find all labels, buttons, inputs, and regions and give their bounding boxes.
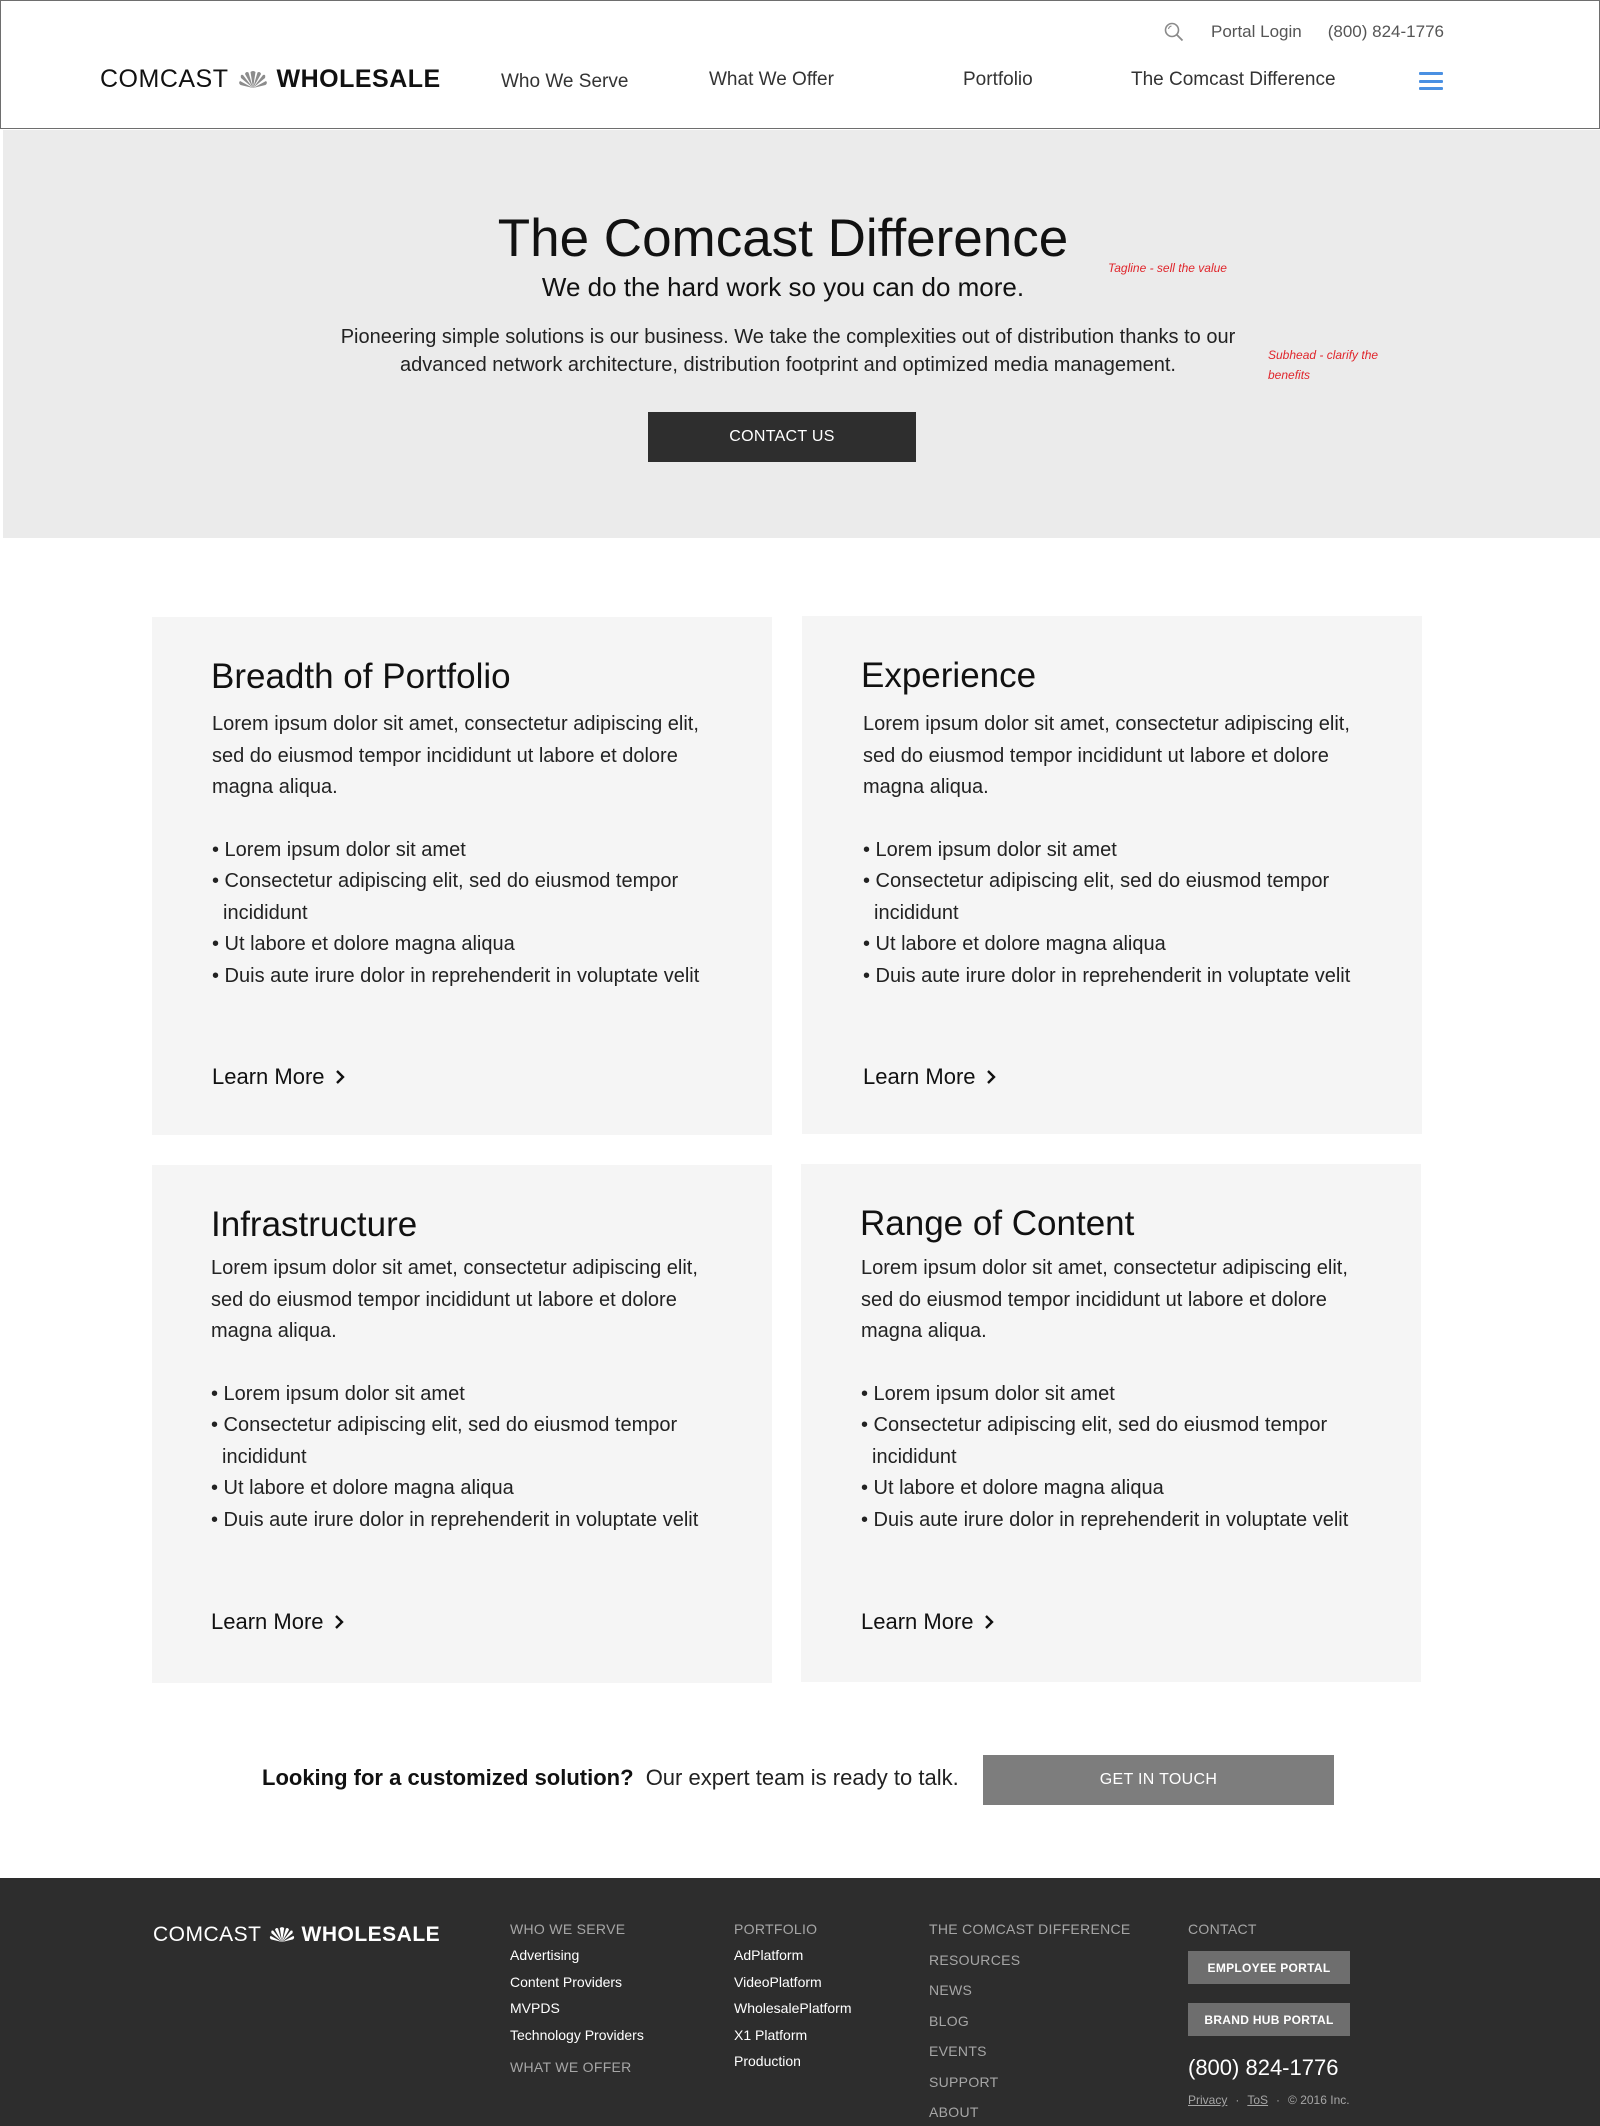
learn-more-label: Learn More	[212, 1064, 325, 1089]
footer-phone[interactable]: (800) 824-1776	[1188, 2055, 1339, 2080]
card-title: Experience	[861, 656, 1037, 695]
card-paragraph: Lorem ipsum dolor sit amet, consectetur adipiscing elit, sed do eiusmod tempor incididunt ut labore et dolore magna aliqua.	[863, 713, 1350, 798]
chevron-right-icon	[984, 1614, 995, 1630]
hero-section	[3, 130, 1600, 538]
list-item: • Lorem ipsum dolor sit amet	[211, 1382, 465, 1405]
footer-link-comcast-difference[interactable]: THE COMCAST DIFFERENCE	[929, 1921, 1131, 1937]
annotation-subhead	[1268, 345, 1378, 385]
footer-link-mvpds[interactable]: MVPDS	[510, 2000, 560, 2016]
portal-login-link[interactable]: Portal Login	[1211, 22, 1302, 41]
learn-more-label: Learn More	[211, 1609, 324, 1634]
site-footer	[0, 1878, 1600, 2126]
list-item: • Consectetur adipiscing elit, sed do eiusmod tempor incididunt	[863, 870, 1330, 924]
footer-link-resources[interactable]: RESOURCES	[929, 1951, 1021, 1968]
footer-heading-contact[interactable]: CONTACT	[1188, 1921, 1257, 1937]
footer-link-production[interactable]: Production	[734, 2053, 801, 2069]
learn-more-link[interactable]	[212, 1064, 346, 1090]
footer-logo-text-wholesale: WHOLESALE	[301, 1923, 441, 1946]
footer-heading-who-we-serve[interactable]: WHO WE SERVE	[510, 1921, 626, 1937]
learn-more-link[interactable]	[863, 1064, 997, 1090]
card-bullet-list	[212, 835, 722, 993]
footer-link-wholesaleplatform[interactable]: WholesalePlatform	[734, 2000, 852, 2016]
footer-link-content-providers[interactable]: Content Providers	[510, 1973, 623, 1990]
list-item: • Lorem ipsum dolor sit amet	[212, 838, 466, 861]
annotation-tagline: Tagline - sell the value	[1108, 261, 1227, 275]
list-item: • Duis aute irure dolor in reprehenderit in voluptate velit	[212, 964, 700, 987]
list-item: • Duis aute irure dolor in reprehenderit in voluptate velit	[863, 964, 1351, 987]
card-bullet-list	[863, 835, 1373, 993]
cta-message	[262, 1765, 959, 1791]
hamburger-icon[interactable]	[1419, 72, 1443, 90]
list-item: • Lorem ipsum dolor sit amet	[861, 1382, 1115, 1405]
chevron-right-icon	[335, 1069, 346, 1085]
card-bullet-list	[861, 1379, 1371, 1537]
footer-link-videoplatform[interactable]: VideoPlatform	[734, 1973, 822, 1990]
list-item: • Ut labore et dolore magna aliqua	[212, 933, 515, 955]
legal-separator: ·	[1276, 2093, 1281, 2107]
cta-text: Our expert team is ready to talk.	[645, 1765, 959, 1790]
list-item: • Consectetur adipiscing elit, sed do eiusmod tempor incididunt	[212, 870, 679, 924]
list-item: • Ut labore et dolore magna aliqua	[211, 1477, 514, 1499]
footer-link-adplatform[interactable]: AdPlatform	[734, 1947, 804, 1963]
nav-item-comcast-difference[interactable]: The Comcast Difference	[1131, 69, 1336, 90]
brand-hub-portal-button[interactable]: BRAND HUB PORTAL	[1188, 2003, 1350, 2036]
chevron-right-icon	[334, 1614, 345, 1630]
footer-col-difference	[929, 1921, 1131, 2126]
footer-logo[interactable]	[153, 1923, 440, 1947]
nav-item-portfolio[interactable]: Portfolio	[963, 69, 1033, 90]
card-title: Range of Content	[860, 1204, 1135, 1243]
logo-text-comcast: COMCAST	[100, 65, 229, 93]
learn-more-label: Learn More	[861, 1609, 974, 1634]
footer-link-blog[interactable]: BLOG	[929, 2012, 970, 2029]
list-item: • Lorem ipsum dolor sit amet	[863, 838, 1117, 861]
page-title: The Comcast Difference	[497, 209, 1069, 268]
contact-us-button[interactable]: CONTACT US	[648, 412, 916, 462]
list-item: • Ut labore et dolore magna aliqua	[863, 933, 1166, 955]
utility-bar	[1163, 21, 1444, 43]
annotation-subhead-line-1: Subhead - clarify the	[1268, 348, 1379, 362]
tos-link[interactable]: ToS	[1247, 2093, 1269, 2107]
logo-text-wholesale: WHOLESALE	[276, 65, 441, 93]
cta-lead: Looking for a customized solution?	[262, 1765, 634, 1790]
list-item: • Consectetur adipiscing elit, sed do eiusmod tempor incididunt	[211, 1414, 678, 1468]
card-body	[211, 1253, 721, 1536]
copyright-text: © 2016 Inc.	[1288, 2093, 1350, 2107]
card-paragraph: Lorem ipsum dolor sit amet, consectetur adipiscing elit, sed do eiusmod tempor incididunt ut labore et dolore magna aliqua.	[861, 1257, 1348, 1342]
footer-col-contact	[1188, 1921, 1350, 2107]
footer-link-advertising[interactable]: Advertising	[510, 1947, 580, 1963]
card-body	[212, 709, 722, 992]
nav-item-who-we-serve[interactable]: Who We Serve	[501, 71, 629, 92]
card-title: Infrastructure	[211, 1205, 418, 1244]
nav-item-what-we-offer[interactable]: What We Offer	[709, 69, 834, 90]
footer-col-who-we-serve	[510, 1921, 644, 2085]
learn-more-label: Learn More	[863, 1064, 976, 1089]
list-item: • Duis aute irure dolor in reprehenderit in voluptate velit	[861, 1508, 1349, 1531]
footer-link-support[interactable]: SUPPORT	[929, 2073, 999, 2090]
site-logo[interactable]	[100, 65, 441, 94]
card-range-of-content	[801, 1164, 1421, 1682]
card-body	[863, 709, 1373, 992]
learn-more-link[interactable]	[861, 1609, 995, 1635]
footer-link-about[interactable]: ABOUT	[929, 2104, 979, 2120]
footer-col-portfolio	[734, 1921, 852, 2080]
list-item: • Duis aute irure dolor in reprehenderit in voluptate velit	[211, 1508, 699, 1531]
card-breadth-of-portfolio	[152, 617, 772, 1135]
footer-heading-what-we-offer[interactable]: WHAT WE OFFER	[510, 2059, 632, 2075]
header-phone[interactable]: (800) 824-1776	[1327, 22, 1444, 41]
legal-separator: ·	[1235, 2093, 1240, 2107]
site-header	[0, 0, 1600, 129]
footer-link-technology-providers[interactable]: Technology Providers	[510, 2026, 644, 2043]
footer-link-news[interactable]: NEWS	[929, 1982, 973, 1998]
footer-link-x1-platform[interactable]: X1 Platform	[734, 2026, 808, 2043]
card-bullet-list	[211, 1379, 721, 1537]
peacock-icon	[237, 71, 269, 89]
chevron-right-icon	[986, 1069, 997, 1085]
card-infrastructure	[152, 1165, 772, 1683]
get-in-touch-button[interactable]: GET IN TOUCH	[983, 1755, 1334, 1805]
card-body	[861, 1253, 1371, 1536]
hero-description: Pioneering simple solutions is our business. We take the complexities out of distribution thanks to our advanced network architecture, distribution footprint and optimized media management.	[340, 326, 1236, 376]
footer-link-events[interactable]: EVENTS	[929, 2043, 987, 2059]
footer-logo-text-comcast: COMCAST	[153, 1923, 262, 1946]
card-experience	[802, 616, 1422, 1134]
footer-heading-portfolio[interactable]: PORTFOLIO	[734, 1921, 818, 1937]
list-item: • Ut labore et dolore magna aliqua	[861, 1477, 1164, 1499]
footer-legal	[1188, 2093, 1350, 2107]
list-item: • Consectetur adipiscing elit, sed do eiusmod tempor incididunt	[861, 1414, 1328, 1468]
card-title: Breadth of Portfolio	[211, 657, 511, 696]
annotation-subhead-line-2: benefits	[1268, 368, 1311, 382]
learn-more-link[interactable]	[211, 1609, 345, 1635]
hero-tagline: We do the hard work so you can do more.	[541, 272, 1025, 302]
privacy-link[interactable]: Privacy	[1188, 2093, 1228, 2107]
card-paragraph: Lorem ipsum dolor sit amet, consectetur adipiscing elit, sed do eiusmod tempor incididunt ut labore et dolore magna aliqua.	[212, 713, 699, 798]
search-icon[interactable]	[1163, 21, 1185, 43]
card-paragraph: Lorem ipsum dolor sit amet, consectetur adipiscing elit, sed do eiusmod tempor incididunt ut labore et dolore magna aliqua.	[211, 1257, 698, 1342]
peacock-icon	[268, 1927, 296, 1943]
employee-portal-button[interactable]: EMPLOYEE PORTAL	[1188, 1951, 1350, 1984]
